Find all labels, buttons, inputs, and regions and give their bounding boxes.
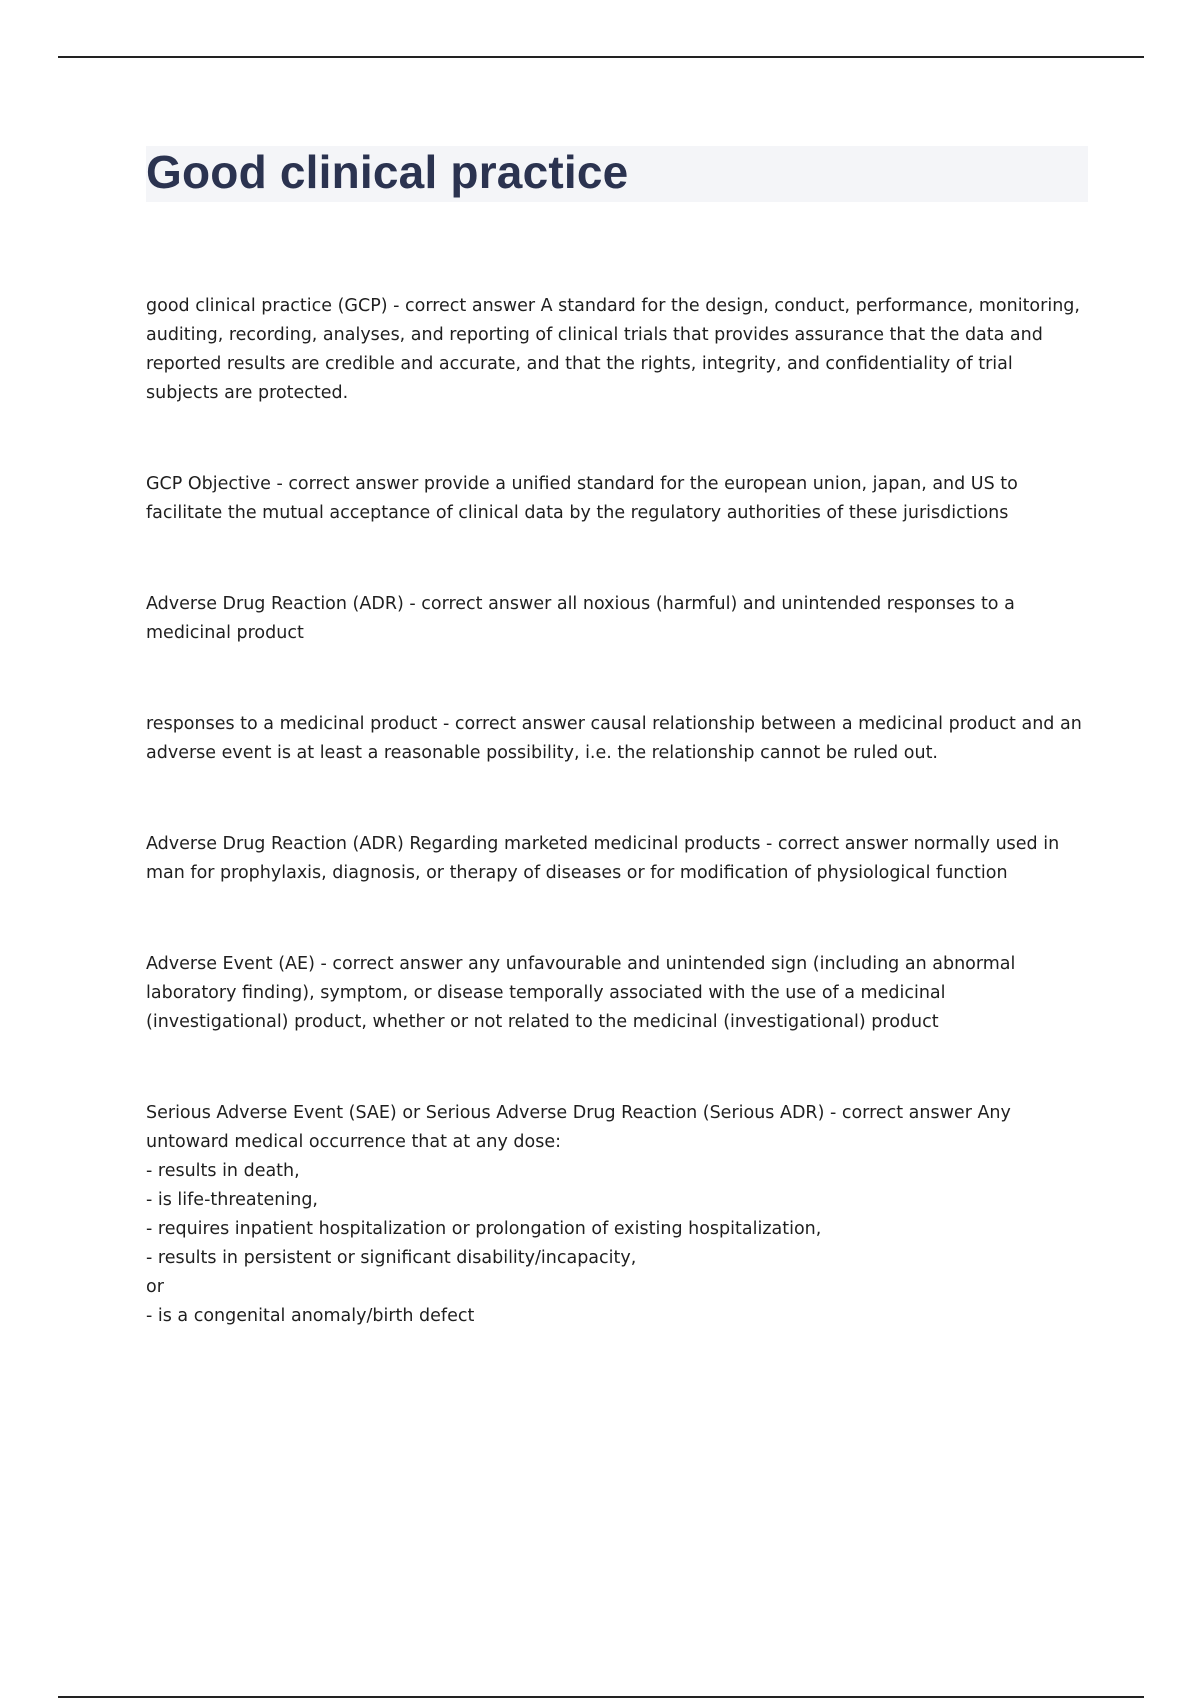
bottom-rule	[58, 1696, 1144, 1698]
criteria-line: - requires inpatient hospitalization or prolongation of existing hospitalization,	[146, 1219, 822, 1239]
criteria-line: - results in death,	[146, 1161, 300, 1181]
flashcard-list	[146, 292, 1088, 1393]
entry-text: GCP Objective - correct answer provide a unified standard for the european union, japan, and US to facilitate the mutual acceptance of clinical data by the regulatory authorities of these jurisdictions	[146, 474, 1018, 523]
entry-adverse-event	[146, 950, 1088, 1037]
entry-adr-marketed-products	[146, 830, 1088, 888]
entry-serious-adverse-event	[146, 1099, 1088, 1331]
entry-text: Adverse Drug Reaction (ADR) Regarding marketed medicinal products - correct answer normally used in man for prophylaxis, diagnosis, or therapy of diseases or for modification of physiological function	[146, 834, 1060, 883]
criteria-line: - is a congenital anomaly/birth defect	[146, 1306, 475, 1326]
entry-text: good clinical practice (GCP) - correct answer A standard for the design, conduct, performance, monitoring, auditing, recording, analyses, and reporting of clinical trials that provides assurance that the data and reported results are credible and accurate, and that the rights, integrity, and confidentiality of trial subjects are protected.	[146, 296, 1080, 403]
entry-text: responses to a medicinal product - correct answer causal relationship between a medicinal product and an adverse event is at least a reasonable possibility, i.e. the relationship cannot be ruled out.	[146, 714, 1082, 763]
entry-gcp-objective	[146, 470, 1088, 528]
entry-text: Adverse Event (AE) - correct answer any unfavourable and unintended sign (including an abnormal laboratory finding), symptom, or disease temporally associated with the use of a medicinal (investigational) product, whether or not related to the medicinal (investigational) product	[146, 954, 1016, 1032]
criteria-line: - is life-threatening,	[146, 1190, 318, 1210]
entry-gcp-definition	[146, 292, 1088, 408]
entry-responses-medicinal-product	[146, 710, 1088, 768]
top-rule	[58, 56, 1144, 58]
criteria-line: or	[146, 1277, 164, 1297]
criteria-line: - results in persistent or significant disability/incapacity,	[146, 1248, 637, 1268]
page-title: Good clinical practice	[146, 146, 629, 198]
entry-text: Adverse Drug Reaction (ADR) - correct answer all noxious (harmful) and unintended responses to a medicinal product	[146, 594, 1015, 643]
entry-text: Serious Adverse Event (SAE) or Serious Adverse Drug Reaction (Serious ADR) - correct answer Any untoward medical occurrence that at any dose:	[146, 1103, 1011, 1152]
entry-adr	[146, 590, 1088, 648]
